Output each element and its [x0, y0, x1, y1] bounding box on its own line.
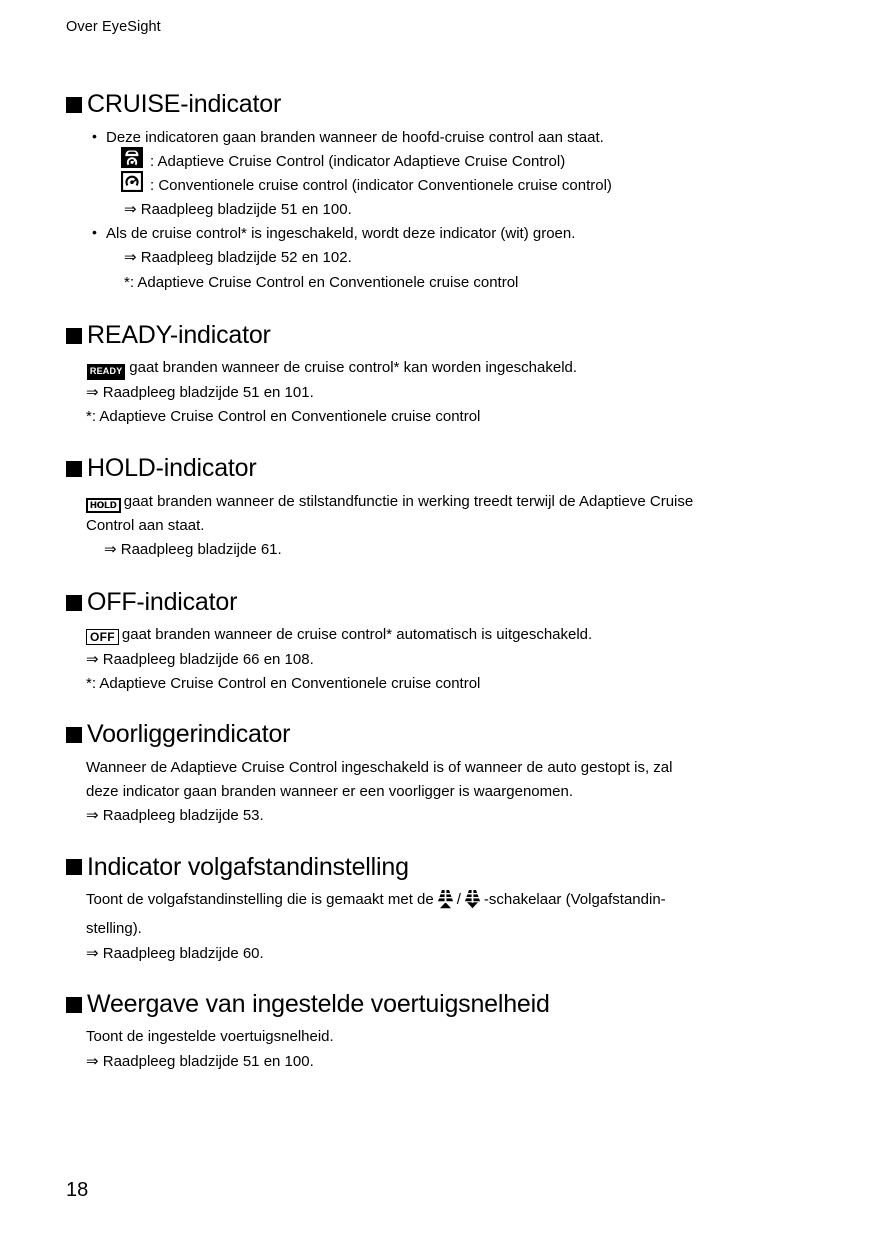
section-body-voorligger	[66, 756, 811, 829]
section-heading-text: OFF-indicator	[87, 587, 238, 616]
section-heading-cruise	[66, 90, 811, 120]
page-reference: ⇒ Raadpleeg bladzijde 51 en 100.	[86, 1052, 314, 1070]
voorligger-paragraph-line1: Wanneer de Adaptieve Cruise Control ingeschakeld is of wanneer de auto gestopt is, zal	[86, 758, 673, 776]
section-heading-volgafstand	[66, 853, 811, 883]
footnote: *: Adaptieve Cruise Control en Conventionele cruise control	[124, 273, 519, 291]
section-off-indicator	[66, 588, 811, 696]
page-reference: ⇒ Raadpleeg bladzijde 51 en 100.	[124, 200, 352, 218]
volgafstand-paragraph-line2: stelling).	[86, 920, 142, 938]
section-heading-text: CRUISE-indicator	[87, 90, 282, 118]
section-gap	[66, 829, 811, 853]
section-volgafstand-indicator	[66, 853, 811, 966]
page-content	[66, 90, 811, 1074]
distance-decrease-icon	[464, 889, 481, 917]
section-body-volgafstand	[66, 888, 811, 966]
off-description-line	[86, 623, 811, 647]
section-heading-text: READY-indicator	[87, 320, 271, 349]
footnote: *: Adaptieve Cruise Control en Conventionele cruise control	[86, 674, 481, 692]
section-gap	[66, 696, 811, 720]
hold-indicator-badge: HOLD	[86, 498, 121, 513]
volgafstand-paragraph-line1	[86, 888, 811, 917]
volgafstand-text-part2: -schakelaar (Volgafstandin-	[483, 891, 666, 909]
volgafstand-text-part1: Toont de volgafstandinstelling die is gemaakt met de	[86, 891, 434, 909]
black-square-bullet-icon	[66, 595, 82, 611]
section-gap	[66, 966, 811, 990]
section-gap	[66, 429, 811, 454]
section-body-snelheid	[66, 1025, 811, 1074]
ready-description-text: gaat branden wanneer de cruise control* kan worden ingeschakeld.	[129, 359, 578, 377]
footnote: *: Adaptieve Cruise Control en Conventionele cruise control	[86, 408, 481, 426]
section-hold-indicator	[66, 454, 811, 562]
section-heading-ready	[66, 321, 811, 351]
ready-indicator-badge: READY	[87, 364, 125, 380]
hold-description-continued: Control aan staat.	[86, 517, 205, 535]
ready-description-line	[86, 356, 811, 380]
page-number: 18	[66, 1179, 89, 1201]
section-gap	[66, 295, 811, 321]
icon-row-acc	[106, 150, 811, 174]
off-description-text: gaat branden wanneer de cruise control* automatisch is uitgeschakeld.	[121, 626, 593, 644]
section-snelheid-weergave	[66, 990, 811, 1074]
icon-row-acc-label: : Adaptieve Cruise Control (indicator Adaptieve Cruise Control)	[150, 152, 566, 170]
section-body-ready	[66, 356, 811, 429]
icon-separator: /	[456, 891, 461, 909]
black-square-bullet-icon	[66, 97, 82, 113]
section-ready-indicator	[66, 321, 811, 429]
black-square-bullet-icon	[66, 997, 82, 1013]
section-heading-snelheid	[66, 990, 811, 1020]
running-header: Over EyeSight	[66, 19, 161, 35]
page-reference: ⇒ Raadpleeg bladzijde 51 en 101.	[86, 383, 314, 401]
off-indicator-badge: OFF	[86, 629, 119, 645]
section-heading-off	[66, 588, 811, 618]
section-gap	[66, 563, 811, 588]
snelheid-description: Toont de ingestelde voertuigsnelheid.	[86, 1028, 334, 1046]
section-heading-voorligger	[66, 720, 811, 750]
page-reference: ⇒ Raadpleeg bladzijde 61.	[104, 541, 282, 559]
section-heading-text: HOLD-indicator	[87, 454, 257, 483]
section-voorligger-indicator	[66, 720, 811, 828]
page-reference: ⇒ Raadpleeg bladzijde 66 en 108.	[86, 650, 314, 668]
list-item	[86, 222, 811, 295]
hold-description-text: gaat branden wanneer de stilstandfunctie in werking treedt terwijl de Adaptieve Cruise	[123, 492, 694, 510]
black-square-bullet-icon	[66, 461, 82, 477]
black-square-bullet-icon	[66, 328, 82, 344]
section-cruise-indicator	[66, 90, 811, 295]
section-body-hold	[66, 490, 811, 563]
hold-description-line	[86, 490, 811, 514]
section-body-cruise	[66, 126, 811, 295]
page-reference: ⇒ Raadpleeg bladzijde 60.	[86, 944, 264, 962]
conventional-cruise-control-icon	[121, 171, 143, 200]
bullet-list-cruise	[86, 126, 811, 295]
icon-row-ccc-label: : Conventionele cruise control (indicator Conventionele cruise control)	[150, 176, 612, 194]
section-heading-hold	[66, 454, 811, 484]
section-heading-text: Weergave van ingestelde voertuigsnelheid	[87, 989, 550, 1018]
list-item	[86, 126, 811, 223]
page-reference: ⇒ Raadpleeg bladzijde 52 en 102.	[124, 249, 352, 267]
bullet-text: • Deze indicatoren gaan branden wanneer de hoofd-cruise control aan staat.	[106, 128, 604, 146]
icon-row-ccc	[106, 174, 811, 198]
section-body-off	[66, 623, 811, 696]
voorligger-paragraph-line2: deze indicator gaan branden wanneer er een voorligger is waargenomen.	[86, 782, 573, 800]
page-reference: ⇒ Raadpleeg bladzijde 53.	[86, 807, 264, 825]
black-square-bullet-icon	[66, 859, 82, 875]
bullet-text: • Als de cruise control* is ingeschakeld, wordt deze indicator (wit) groen.	[106, 225, 576, 243]
section-heading-text: Voorliggerindicator	[87, 720, 291, 749]
section-heading-text: Indicator volgafstandinstelling	[87, 852, 409, 881]
black-square-bullet-icon	[66, 727, 82, 743]
distance-increase-icon	[437, 889, 454, 917]
